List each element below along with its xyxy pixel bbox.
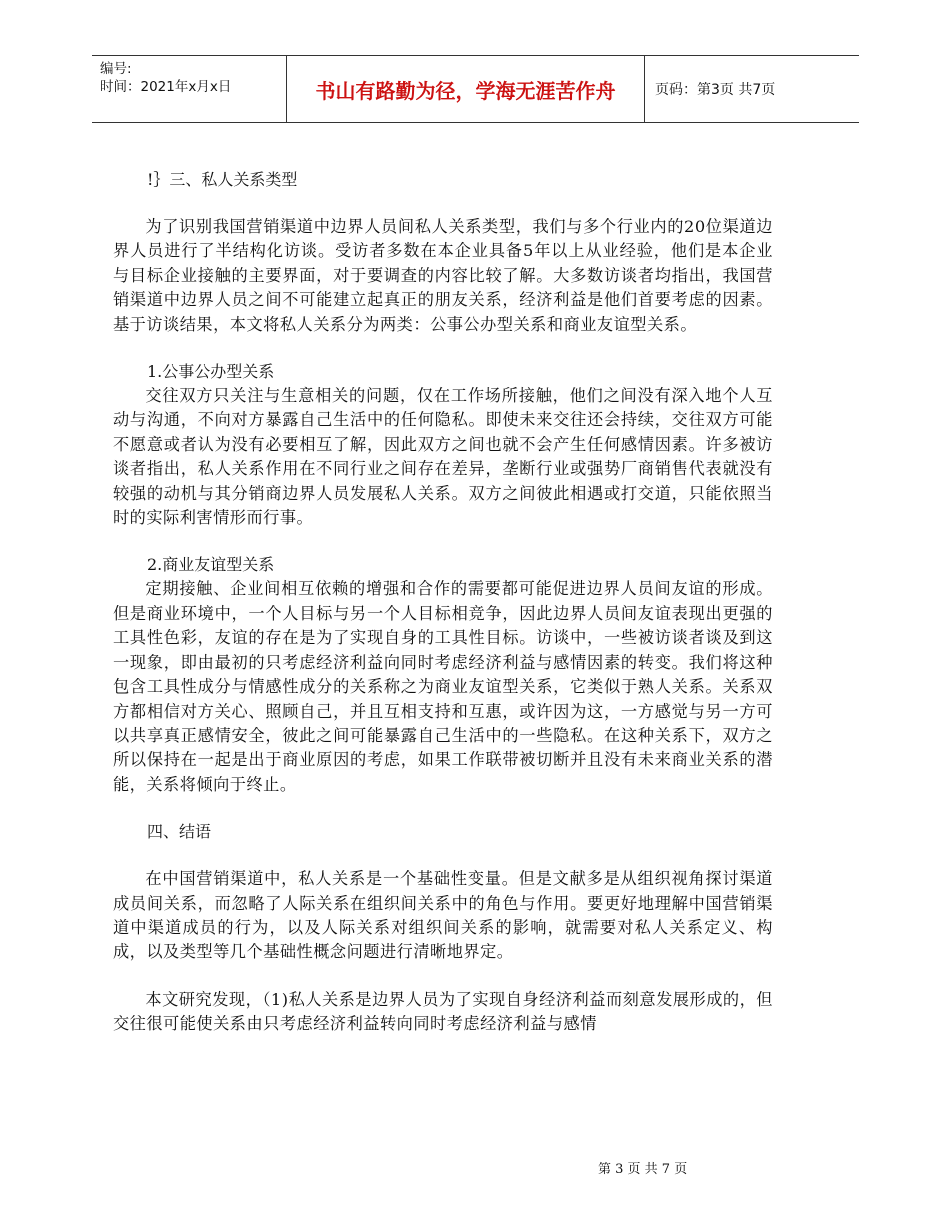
subsection-1-title: 1.公事公办型关系 xyxy=(147,362,275,382)
paragraph-3: 定期接触、企业间相互依赖的增强和合作的需要都可能促进边界人员间友谊的形成。但是商业环境中，一个人目标与另一个人目标相竞争，因此边界人员间友谊表现出更强的工具性色彩，友谊的存在是为了实现自身的工具性目标。访谈中，一些被访谈者谈及到这一现象，即由最初的只考虑经济利益向同时考虑经济利益与感情因素的转变。我们将这种包含工具性成分与情感性成分的关系称之为商业友谊型关系，它类似于熟人关系。关系双方都相信对方关心、照顾自己，并且互相支持和互惠，或许因为这，一方感觉与另一方可以共享真正感情安全，彼此之间可能暴露自己生活中的一些隐私。在这种关系下，双方之所以保持在一起是出于商业原因的考虑，如果工作联带被切断并且没有未来商业关系的潜能，关系将倾向于终止。 xyxy=(113,579,773,794)
paragraph-5: 本文研究发现，（1)私人关系是边界人员为了实现自身经济利益而刻意发展形成的，但交往很可能使关系由只考虑经济利益转向同时考虑经济利益与感情 xyxy=(113,989,773,1034)
subsection-2-title: 2.商业友谊型关系 xyxy=(147,555,275,575)
paragraph-2: 交往双方只关注与生意相关的问题，仅在工作场所接触，他们之间没有深入地个人互动与沟通，不向对方暴露自己生活中的任何隐私。即使未来交往还会持续，交往双方可能不愿意或者认为没有必要相互了解，因此双方之间也就不会产生任何感情因素。许多被访谈者指出，私人关系作用在不同行业之间存在差异，垄断行业或强势厂商销售代表就没有较强的动机与其分销商边界人员发展私人关系。双方之间彼此相遇或打交道，只能依照当时的实际利害情形而行事。 xyxy=(113,386,773,528)
time-label: 时间：2021年x月x日 xyxy=(100,79,232,95)
paragraph-1: 为了识别我国营销渠道中边界人员间私人关系类型，我们与多个行业内的20位渠道边界人员进行了半结构化访谈。受访者多数在本企业具备5年以上从业经验，他们是本企业与目标企业接触的主要界面，对于要调查的内容比较了解。大多数访谈者均指出，我国营销渠道中边界人员之间不可能建立起真正的朋友关系，经济利益是他们首要考虑的因素。基于访谈结果，本文将私人关系分为两类：公事公办型关系和商业友谊型关系。 xyxy=(113,217,773,334)
header-motto: 书山有路勤为径，学海无涯苦作舟 xyxy=(286,56,645,122)
section-3-title: !｝三、私人关系类型 xyxy=(147,170,298,189)
page-footer: 第 3 页 共 7 页 xyxy=(598,1162,688,1177)
paragraph-4: 在中国营销渠道中，私人关系是一个基础性变量。但是文献多是从组织视角探讨渠道成员间关系，而忽略了人际关系在组织间关系中的角色与作用。要更好地理解中国营销渠道中渠道成员的行为，以及人际关系对组织间关系的影响，就需要对私人关系定义、构成，以及类型等几个基础性概念问题进行清晰地界定。 xyxy=(113,869,773,962)
header-meta xyxy=(100,60,290,96)
document-body xyxy=(113,168,773,1037)
number-label: 编号: xyxy=(100,61,132,77)
header-page-info: 页码：第3页 共7页 xyxy=(655,82,776,98)
section-4-title: 四、结语 xyxy=(147,822,212,842)
page-header xyxy=(92,55,859,123)
